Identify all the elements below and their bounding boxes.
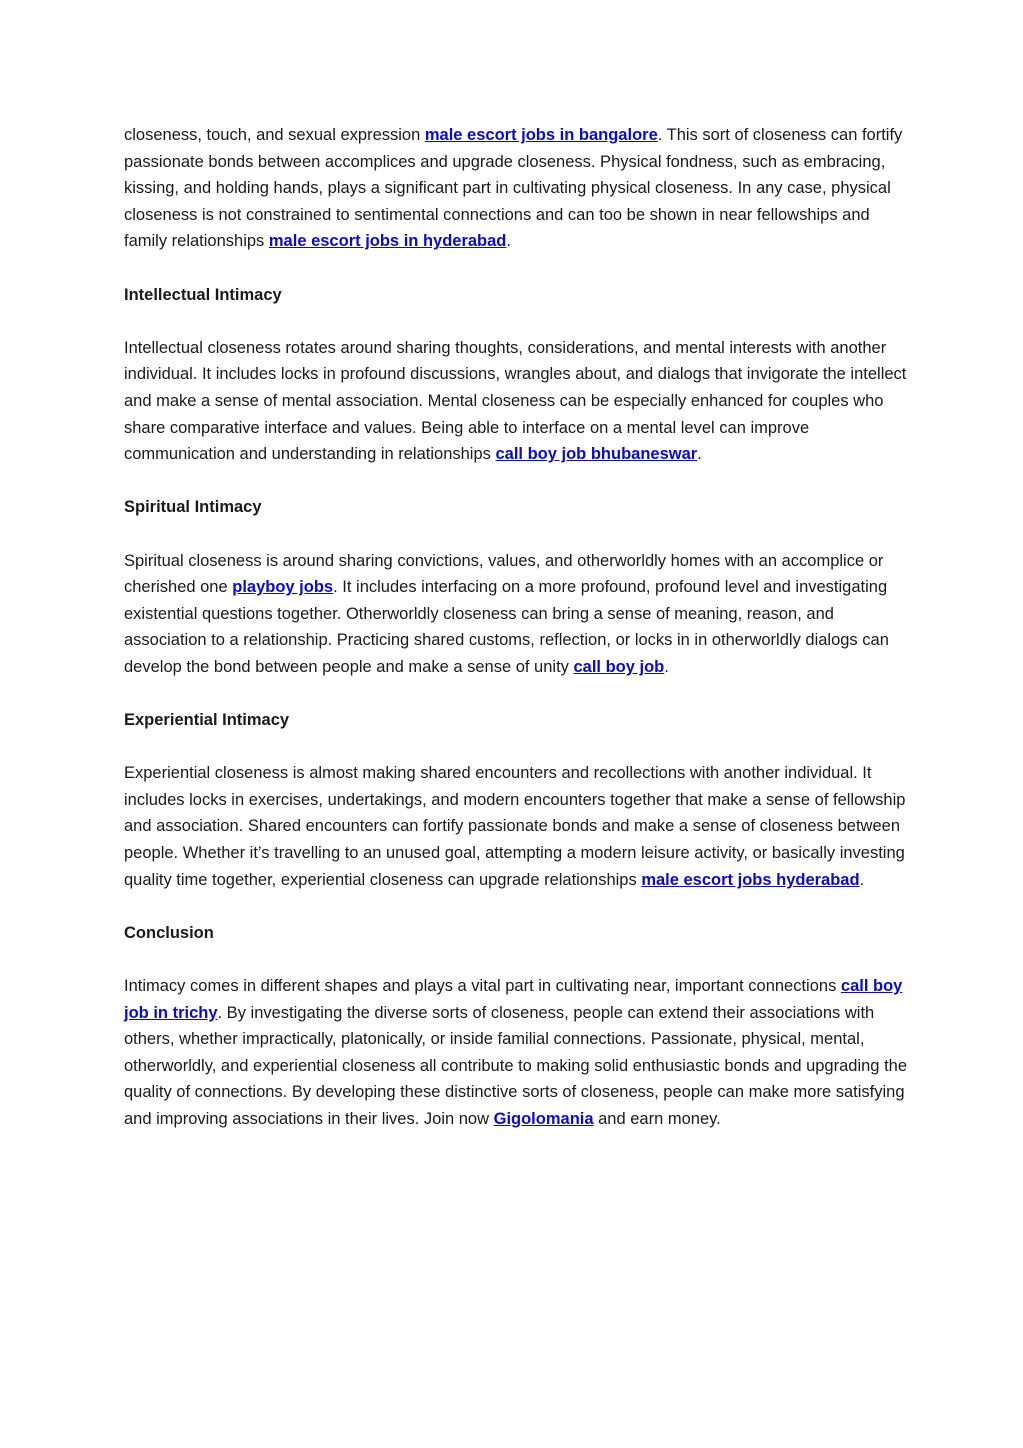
paragraph-spiritual-intimacy xyxy=(124,548,914,681)
heading-experiential-intimacy: Experiential Intimacy xyxy=(124,711,290,730)
paragraph-conclusion xyxy=(124,973,914,1133)
paragraph-text: Experiential closeness is almost making shared encounters and recollections with another individual. It includes locks in exercises, undertakings, and modern encounters together that make a sense of fellowship and association. Shared encounters can fortify passionate bonds and make a sense of closeness between people. Whether it’s travelling to an unused goal, attempting a modern leisure activity, or basically investing quality time together, experiential closeness can upgrade relationships xyxy=(124,764,906,889)
link-playboy-jobs[interactable]: playboy jobs xyxy=(232,578,334,597)
paragraph-text: . xyxy=(859,870,865,889)
paragraph-text: . xyxy=(697,445,702,464)
link-male-escort-jobs-hyderabad[interactable]: male escort jobs in hyderabad xyxy=(268,232,507,251)
heading-intellectual-intimacy: Intellectual Intimacy xyxy=(124,285,282,304)
paragraph-text: Intimacy comes in different shapes and plays a vital part in cultivating near, important connections xyxy=(124,977,841,995)
paragraph-text: . This sort of closeness can fortify passionate bonds between accomplices and upgrade closeness. Physical fondness, such as embracing, kissing, and holding hands, plays a significant part in cultivating physical closeness. In any case, physical closeness is not constrained to sentimental connections and can too be shown in near fellowships and family relationships xyxy=(124,126,903,251)
link-call-boy-job-trichy[interactable]: call boy job in trichy xyxy=(124,977,903,1022)
paragraph-experiential-intimacy xyxy=(124,760,914,893)
document-body xyxy=(124,122,914,1159)
paragraph-physical-intimacy xyxy=(124,122,914,255)
link-gigolomania[interactable]: Gigolomania xyxy=(493,1109,594,1128)
link-call-boy-job[interactable]: call boy job xyxy=(573,657,665,676)
paragraph-intellectual-intimacy xyxy=(124,335,914,468)
heading-conclusion: Conclusion xyxy=(124,923,214,942)
link-call-boy-job-bhubaneswar[interactable]: call boy job bhubaneswar xyxy=(495,445,698,464)
paragraph-text: . xyxy=(664,657,669,676)
paragraph-text: . By investigating the diverse sorts of closeness, people can extend their associations with others, whether impractically, platonically, or inside familial connections. Passionate, physical, mental, otherworldly, and experiential closeness all contribute to making solid enthusiastic bonds and upgrading the quality of connections. By developing these distinctive sorts of closeness, people can make more satisfying and improving associations in their lives. Join now xyxy=(124,1003,908,1128)
paragraph-text: closeness, touch, and sexual expression xyxy=(124,126,425,144)
paragraph-text: Spiritual closeness is around sharing convictions, values, and otherworldly homes with an accomplice or cherished one xyxy=(124,551,884,597)
link-male-escort-jobs-bangalore[interactable]: male escort jobs in bangalore xyxy=(424,126,658,144)
paragraph-text: Intellectual closeness rotates around sharing thoughts, considerations, and mental interests with another individual. It includes locks in profound discussions, wrangles about, and dialogs that invigorate the intellect and make a sense of mental association. Mental closeness can be especially enhanced for couples who share comparative interface and values. Being able to interface on a mental level can improve communication and understanding in relationships xyxy=(124,338,907,464)
heading-spiritual-intimacy: Spiritual Intimacy xyxy=(124,498,262,517)
paragraph-text: . xyxy=(506,232,511,251)
paragraph-text: . It includes interfacing on a more profound, profound level and investigating existential questions together. Otherworldly closeness can bring a sense of meaning, reason, and association to a relationship. Practicing shared customs, reflection, or locks in in otherworldly dialogs can develop the bond between people and make a sense of unity xyxy=(124,578,889,676)
paragraph-text: and earn money. xyxy=(593,1109,721,1128)
link-male-escort-jobs-hyderabad-2[interactable]: male escort jobs hyderabad xyxy=(641,870,860,889)
